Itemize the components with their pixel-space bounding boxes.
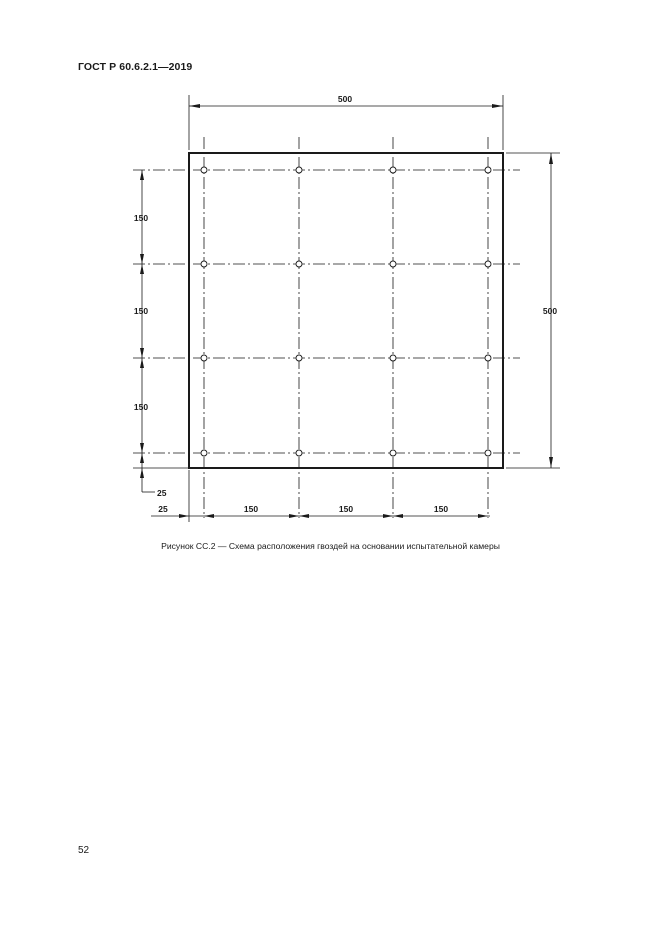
nail-marker bbox=[201, 450, 207, 456]
nail-marker bbox=[296, 355, 302, 361]
nail-marker bbox=[485, 167, 491, 173]
nail-marker bbox=[296, 450, 302, 456]
bottom-dimension-label-col1: 150 bbox=[243, 504, 259, 514]
bottom-dimension-label-col3: 150 bbox=[433, 504, 449, 514]
left-offset-label: 25 bbox=[157, 488, 167, 498]
nail-marker bbox=[485, 450, 491, 456]
left-dimension-label-row1: 150 bbox=[133, 213, 149, 223]
nail-marker bbox=[485, 261, 491, 267]
nail-marker bbox=[390, 167, 396, 173]
nail-marker bbox=[201, 355, 207, 361]
bottom-offset-label: 25 bbox=[158, 504, 168, 514]
top-dimension-label: 500 bbox=[337, 94, 353, 104]
bottom-dimensions bbox=[151, 470, 490, 522]
right-dimension-label: 500 bbox=[542, 306, 558, 316]
bottom-dimension-label-col2: 150 bbox=[338, 504, 354, 514]
page-number: 52 bbox=[78, 845, 90, 856]
chamber-base-outline bbox=[189, 153, 503, 468]
left-dimension-label-row3: 150 bbox=[133, 402, 149, 412]
document-header: ГОСТ Р 60.6.2.1—2019 bbox=[78, 61, 193, 73]
nail-marker bbox=[201, 261, 207, 267]
nail-marker bbox=[390, 355, 396, 361]
grid-lines bbox=[133, 137, 520, 518]
left-dimension-label-row2: 150 bbox=[133, 306, 149, 316]
nail-marker bbox=[485, 355, 491, 361]
nail-marker bbox=[390, 450, 396, 456]
nail-marker bbox=[296, 261, 302, 267]
nail-marker bbox=[390, 261, 396, 267]
nail-marker bbox=[201, 167, 207, 173]
nail-marker bbox=[296, 167, 302, 173]
figure-caption: Рисунок СС.2 — Схема расположения гвоздей на основании испытательной камеры bbox=[161, 541, 500, 551]
nail-markers bbox=[201, 167, 491, 456]
